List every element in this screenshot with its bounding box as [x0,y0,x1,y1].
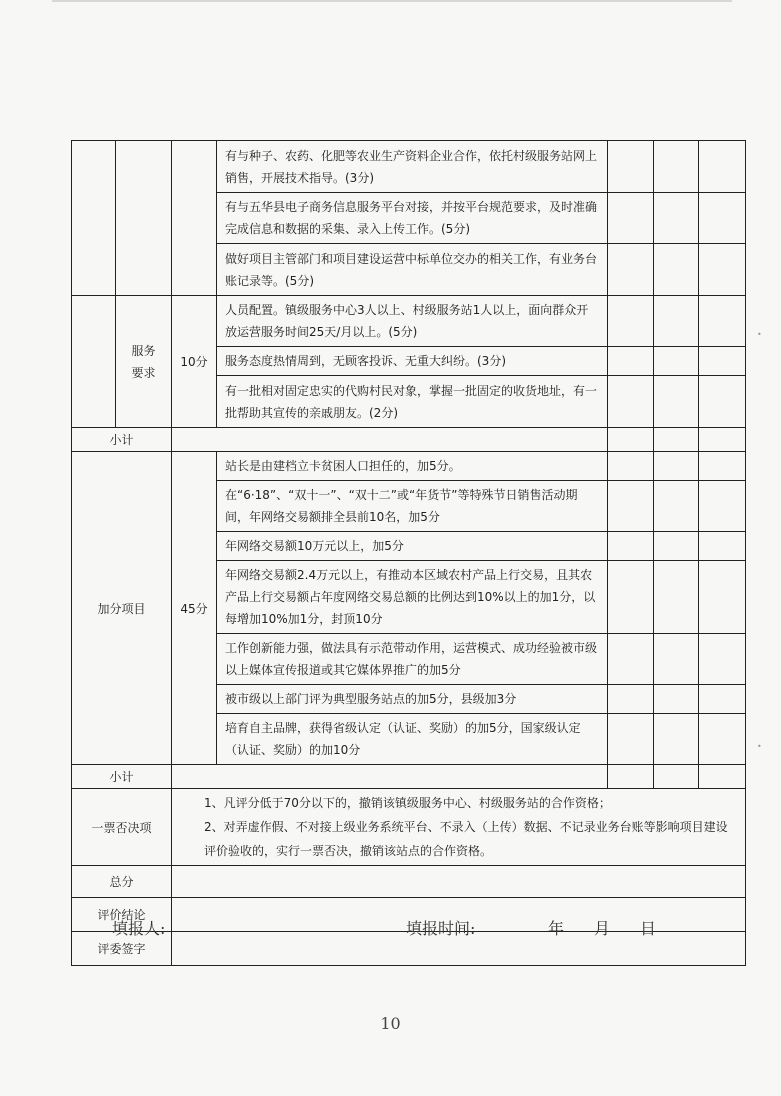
total-field[interactable] [172,866,746,898]
score-input-cell[interactable] [699,634,746,685]
label-line: 要求 [131,365,156,380]
scan-mark: • [757,742,762,751]
veto-rule-1: 1、凡评分低于70分以下的，撤销该镇级服务中心、村级服务站的合作资格； [204,796,611,810]
score-input-cell[interactable] [608,765,654,789]
score-input-cell[interactable] [654,714,699,765]
subcategory-cell [116,141,172,296]
table-row [72,296,746,347]
score-input-cell[interactable] [699,296,746,347]
veto-label: 一票否决项 [72,789,172,866]
criterion-text: 有一批相对固定忠实的代购村民对象，掌握一批固定的收货地址，有一批帮助其宣传的亲戚朋友。(2分) [217,376,608,428]
category-cell [72,296,116,428]
criterion-text: 年网络交易额2.4万元以上，有推动本区域农村产品上行交易，且其农产品上行交易额占年度网络交易总额的比例达到10%以上的加1分，以每增加10%加1分，封顶10分 [217,561,608,634]
signature-label: 评委签字 [72,932,172,966]
score-input-cell[interactable] [654,634,699,685]
score-cell [172,141,217,296]
criterion-text: 有与五华县电子商务信息服务平台对接，并按平台规范要求，及时准确完成信息和数据的采集、录入上传工作。(5分) [217,193,608,244]
score-input-cell[interactable] [699,561,746,634]
criterion-text: 培育自主品牌，获得省级认定（认证、奖励）的加5分，国家级认定（认证、奖励）的加10分 [217,714,608,765]
category-cell [72,141,116,296]
score-input-cell[interactable] [654,193,699,244]
score-input-cell[interactable] [608,452,654,481]
score-input-cell[interactable] [654,347,699,376]
score-input-cell[interactable] [608,714,654,765]
score-input-cell[interactable] [699,193,746,244]
score-input-cell[interactable] [654,376,699,428]
score-input-cell[interactable] [608,296,654,347]
score-input-cell[interactable] [654,532,699,561]
score-input-cell[interactable] [608,561,654,634]
score-input-cell[interactable] [654,685,699,714]
score-input-cell[interactable] [654,765,699,789]
score-input-cell[interactable] [608,532,654,561]
score-input-cell[interactable] [699,452,746,481]
score-input-cell[interactable] [608,244,654,296]
score-input-cell[interactable] [654,296,699,347]
score-input-cell[interactable] [654,452,699,481]
service-score: 10分 [172,296,217,428]
criterion-text: 在“6·18”、“双十一”、“双十二”或“年货节”等特殊节日销售活动期间，年网络交易额排全县前10名，加5分 [217,481,608,532]
score-input-cell[interactable] [699,765,746,789]
score-input-cell[interactable] [699,347,746,376]
criterion-text: 站长是由建档立卡贫困人口担任的，加5分。 [217,452,608,481]
score-input-cell[interactable] [699,532,746,561]
day-label: 日 [640,919,657,938]
conclusion-label: 评价结论 [72,898,172,932]
total-label: 总分 [72,866,172,898]
score-input-cell[interactable] [699,244,746,296]
score-input-cell[interactable] [608,193,654,244]
table-row [72,452,746,481]
scan-mark: • [757,330,762,339]
criterion-text: 做好项目主管部门和项目建设运营中标单位交办的相关工作，有业务台账记录等。(5分) [217,244,608,296]
score-input-cell[interactable] [608,634,654,685]
subtotal-blank [172,765,608,789]
score-input-cell[interactable] [654,141,699,193]
score-input-cell[interactable] [699,714,746,765]
subtotal-row [72,765,746,789]
bonus-score: 45分 [172,452,217,765]
criterion-text: 工作创新能力强，做法具有示范带动作用，运营模式、成功经验被市级以上媒体宣传报道或其它媒体界推广的加5分 [217,634,608,685]
total-row [72,866,746,898]
subtotal-row [72,428,746,452]
criterion-text: 年网络交易额10万元以上，加5分 [217,532,608,561]
evaluation-table-sheet [71,140,745,966]
bonus-items-label: 加分项目 [72,452,172,765]
page-number: 10 [380,1014,401,1033]
criterion-text: 服务态度热情周到，无顾客投诉、无重大纠纷。(3分) [217,347,608,376]
fill-time-label: 填报时间: [406,919,476,938]
score-input-cell[interactable] [608,141,654,193]
subtotal-blank [172,428,608,452]
month-label: 月 [594,919,611,938]
year-label: 年 [548,919,565,938]
criterion-text: 人员配置。镇级服务中心3人以上、村级服务站1人以上，面向群众开放运营服务时间25天/月以上。(5分) [217,296,608,347]
evaluation-table [71,140,746,966]
service-requirements-label [116,296,172,428]
score-input-cell[interactable] [608,347,654,376]
criterion-text: 有与种子、农药、化肥等农业生产资料企业合作，依托村级服务站网上销售，开展技术指导。(3分) [217,141,608,193]
filler-label: 填报人: [112,919,166,938]
score-input-cell[interactable] [699,428,746,452]
score-input-cell[interactable] [699,481,746,532]
top-edge-line [52,0,732,2]
score-input-cell[interactable] [699,376,746,428]
score-input-cell[interactable] [654,428,699,452]
subtotal-label: 小计 [72,765,172,789]
table-row [72,141,746,193]
subtotal-label: 小计 [72,428,172,452]
score-input-cell[interactable] [654,244,699,296]
criterion-text: 被市级以上部门评为典型服务站点的加5分，县级加3分 [217,685,608,714]
label-line: 服务 [131,343,156,358]
score-input-cell[interactable] [654,481,699,532]
score-input-cell[interactable] [699,685,746,714]
score-input-cell[interactable] [699,141,746,193]
score-input-cell[interactable] [608,685,654,714]
score-input-cell[interactable] [608,428,654,452]
veto-text [172,789,746,866]
score-input-cell[interactable] [608,376,654,428]
score-input-cell[interactable] [654,561,699,634]
veto-rule-2: 2、对弄虚作假、不对接上级业务系统平台、不录入（上传）数据、不记录业务台账等影响项目建设评价验收的，实行一票否决，撤销该站点的合作资格。 [204,820,728,858]
veto-row [72,789,746,866]
score-input-cell[interactable] [608,481,654,532]
